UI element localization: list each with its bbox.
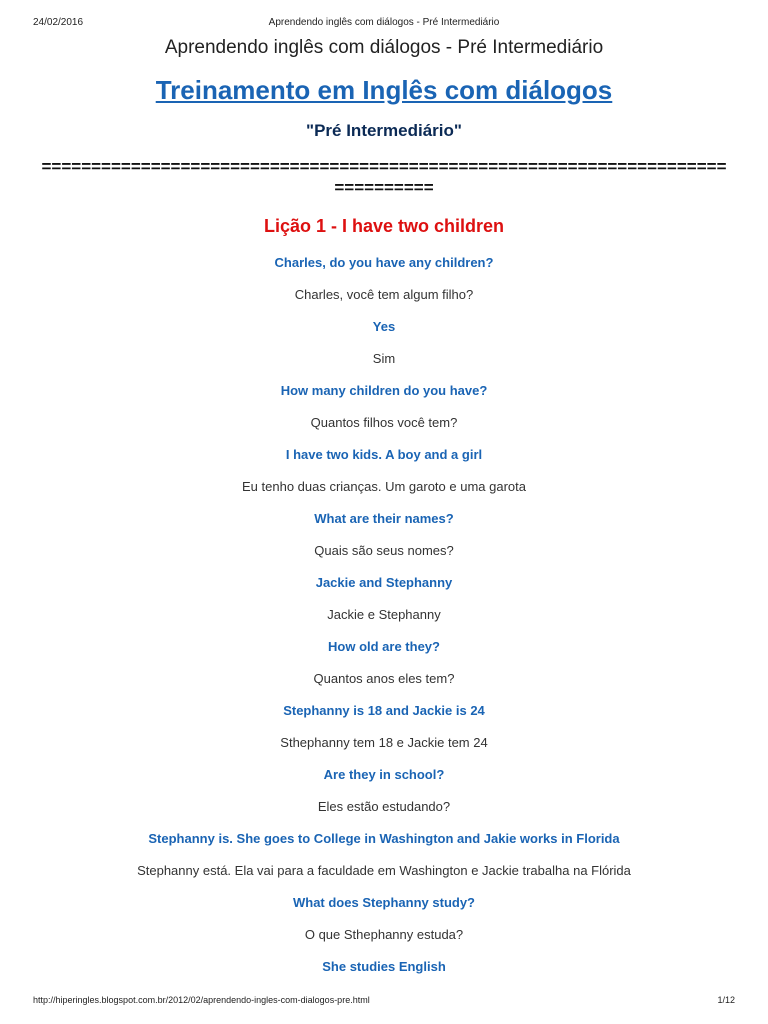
- dialog-line-pt: Eles estão estudando?: [317, 799, 451, 814]
- dialog-line-en: Stephanny is 18 and Jackie is 24: [283, 703, 485, 718]
- print-page-title: Aprendendo inglês com diálogos - Pré Intermediário: [268, 17, 500, 28]
- dialog-line-en: What are their names?: [314, 511, 454, 526]
- document-content: [33, 34, 735, 983]
- main-title-link[interactable]: Treinamento em Inglês com diálogos: [155, 75, 613, 105]
- divider-line: ===============================================================================: [41, 157, 727, 197]
- dialog-line-pt: Sthephanny tem 18 e Jackie tem 24: [280, 735, 488, 750]
- dialog-line-en: She studies English: [322, 959, 446, 974]
- dialog-line-en: Jackie and Stephanny: [315, 575, 453, 590]
- print-date: 24/02/2016: [33, 17, 84, 28]
- dialog-line-pt: Stephanny está. Ela vai para a faculdade em Washington e Jackie trabalha na Flórida: [137, 863, 631, 878]
- print-footer: [33, 995, 735, 1009]
- dialog-line-pt: Charles, você tem algum filho?: [294, 287, 474, 302]
- dialog-line-en: What does Stephanny study?: [292, 895, 475, 910]
- dialog-line-pt: Quantos anos eles tem?: [313, 671, 455, 686]
- lesson-title: Lição 1 - I have two children: [263, 216, 505, 236]
- dialog-line-en: Stephanny is. She goes to College in Washington and Jakie works in Florida: [148, 831, 620, 846]
- dialog-list: [33, 247, 735, 983]
- dialog-line-pt: Jackie e Stephanny: [327, 607, 441, 622]
- page-url: http://hiperingles.blogspot.com.br/2012/02/aprendendo-ingles-com-dialogos-pre.html: [33, 995, 370, 1005]
- dialog-line-pt: Quantos filhos você tem?: [310, 415, 458, 430]
- dialog-line-pt: Sim: [372, 351, 396, 366]
- dialog-line-pt: O que Sthephanny estuda?: [304, 927, 464, 942]
- dialog-line-pt: Quais são seus nomes?: [314, 543, 454, 558]
- subtitle: "Pré Intermediário": [306, 121, 462, 140]
- dialog-line-en: Yes: [372, 319, 396, 334]
- dialog-line-en: Are they in school?: [323, 767, 445, 782]
- dialog-line-en: I have two kids. A boy and a girl: [285, 447, 483, 462]
- print-header: [33, 17, 735, 31]
- document-title: Aprendendo inglês com diálogos - Pré Intermediário: [164, 37, 604, 58]
- page-number: 1/12: [717, 995, 735, 1005]
- dialog-line-pt: Eu tenho duas crianças. Um garoto e uma garota: [242, 479, 526, 494]
- dialog-line-en: Charles, do you have any children?: [274, 255, 494, 270]
- dialog-line-en: How old are they?: [328, 639, 440, 654]
- dialog-line-en: How many children do you have?: [280, 383, 488, 398]
